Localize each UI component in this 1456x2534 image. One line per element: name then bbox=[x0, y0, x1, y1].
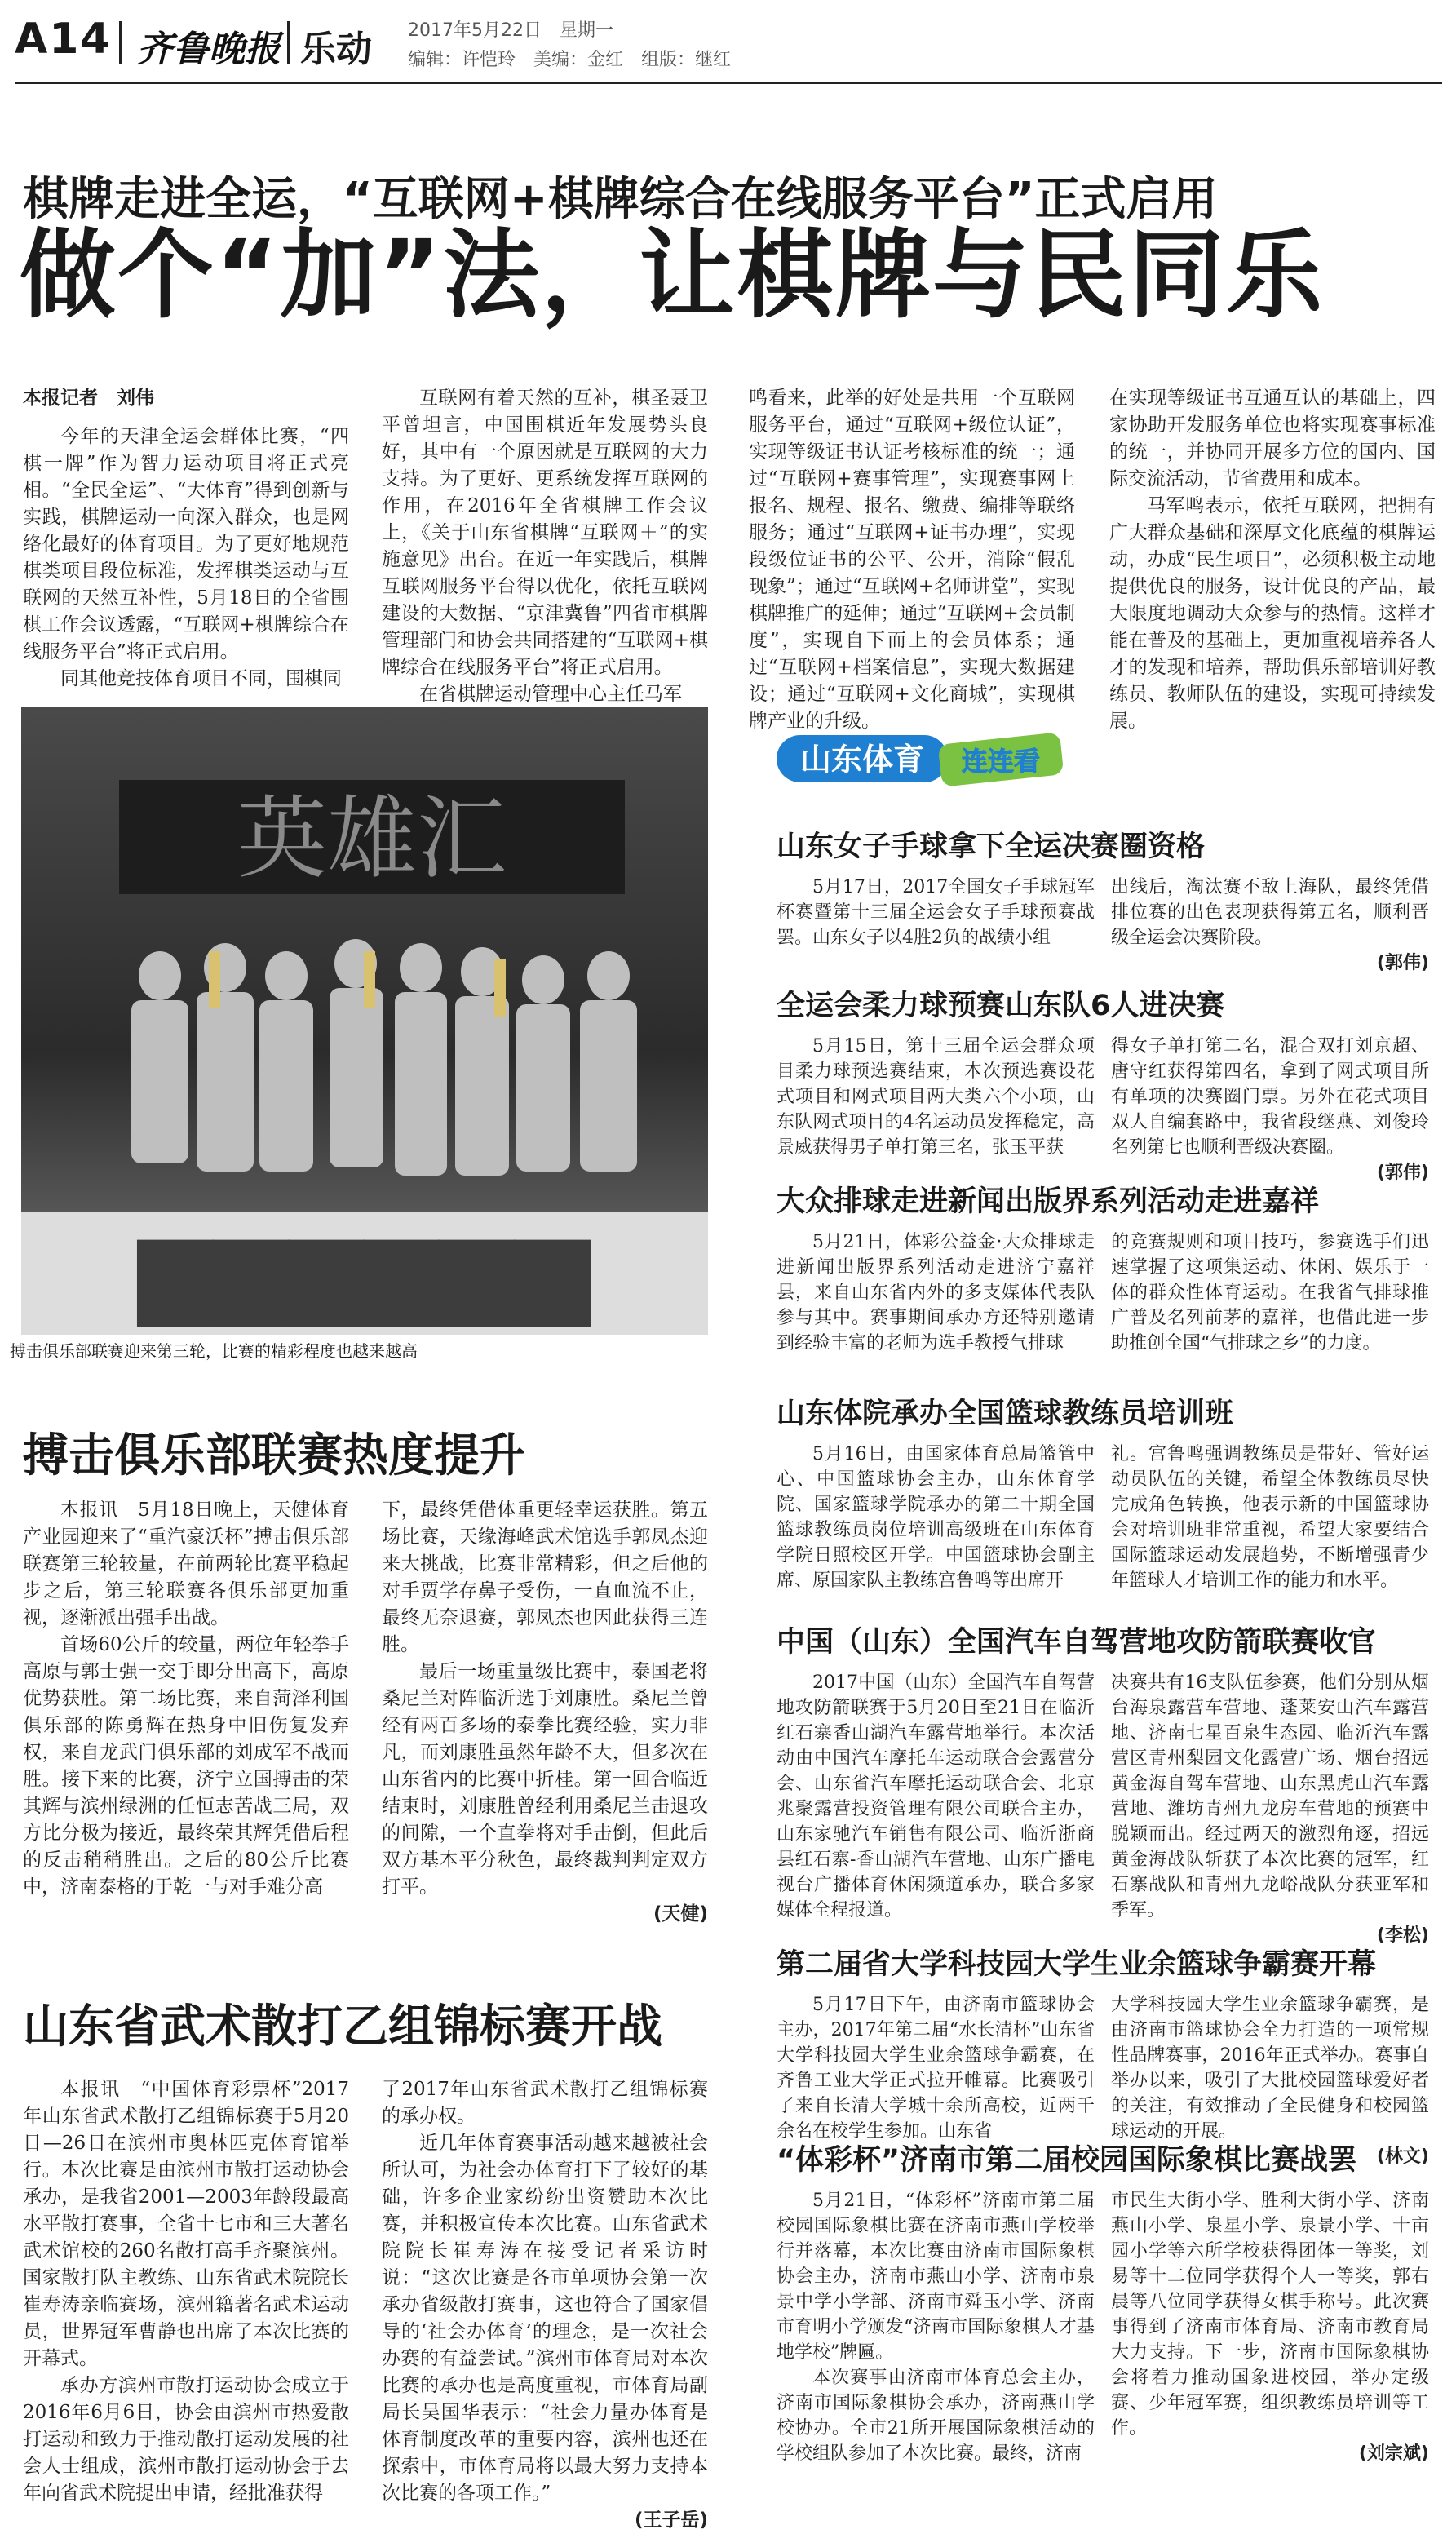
paragraph: 首场60公斤的较量，两位年轻拳手高原与郭士强一交手即分出高下，高原优势获胜。第二场比赛，来自菏泽利国俱乐部的陈勇辉在热身中旧伤复发弃权，来自龙武门俱乐部的刘成军不战而胜。接下来的比赛，济宁立国搏击的荣其辉与滨州绿洲的任恒志苦战三局，双方比分极为接近，最终荣其辉凭借后程的反击稍稍胜出。之后的80公斤比赛中，济南泰格的于乾一与对手难分高 bbox=[23, 1634, 349, 1898]
section-name: 乐动 bbox=[300, 29, 372, 70]
sidebar-item-column-right bbox=[1111, 1034, 1429, 1183]
wushu-column-2 bbox=[382, 2076, 708, 2534]
backdrop-sign: 英雄汇 bbox=[237, 786, 507, 891]
paragraph: 得女子单打第二名，混合双打刘京超、唐守红获得第四名，拿到了网式项目所有单项的决赛圈门票。另外在花式项目双人自编套路中，我省段继燕、刘俊玲名列第七也顺利晋级决赛圈。 bbox=[1111, 1036, 1429, 1158]
sidebar-item-column-right bbox=[1111, 1229, 1429, 1368]
lead-headline: 做个“加”法，让棋牌与民同乐 bbox=[20, 219, 1325, 331]
sidebar-item-title: 山东体院承办全国篮球教练员培训班 bbox=[777, 1398, 1234, 1430]
editors-line: 编辑：许恺玲 美编：金红 组版：继红 bbox=[408, 50, 732, 70]
wushu-column-1 bbox=[23, 2076, 349, 2507]
boxing-signature: (天健) bbox=[653, 1903, 708, 1925]
sidebar-item-column-left bbox=[777, 1442, 1095, 1621]
photo-caption: 搏击俱乐部联赛迎来第三轮，比赛的精彩程度也越来越高 bbox=[10, 1341, 418, 1361]
badge-tag-text: 连连看 bbox=[961, 746, 1041, 777]
sidebar-item-column-right bbox=[1111, 1992, 1429, 2167]
sidebar-item-signature: (林文) bbox=[1376, 2146, 1429, 2167]
paragraph: 本报讯 5月18日晚上，天健体育产业园迎来了“重汽豪沃杯”搏击俱乐部联赛第三轮较量，在前两轮比赛平稳起步之后，第三轮联赛各俱乐部更加重视，逐渐派出强手出战。 bbox=[23, 1500, 349, 1628]
badge-graphic bbox=[777, 730, 1070, 787]
lead-column-2 bbox=[382, 385, 708, 708]
sidebar-item-signature: (李松) bbox=[1376, 1925, 1429, 1946]
paragraph: 的竞赛规则和项目技巧，参赛选手们迅速掌握了这项集运动、休闲、娱乐于一体的群众性体育运动。在我省气排球推广普及名列前茅的嘉祥，也借此进一步助推创全国“气排球之乡”的力度。 bbox=[1111, 1232, 1429, 1353]
lead-column-4 bbox=[1109, 385, 1436, 735]
paragraph: 在省棋牌运动管理中心主任马军 bbox=[419, 684, 682, 705]
sidebar-item-column-right bbox=[1111, 875, 1429, 971]
newspaper-logo: 齐鲁晚报 bbox=[137, 29, 281, 70]
paragraph: 5月17日下午，由济南市篮球协会主办，2017年第二届“水长清杯”山东省大学科技园大学生业余篮球争霸赛，在齐鲁工业大学正式拉开帷幕。比赛吸引了来自长清大学城十余所高校，近两千余名在校学生参加。山东省 bbox=[777, 1995, 1095, 2142]
paragraph: 互联网有着天然的互补，棋圣聂卫平曾坦言，中国围棋近年发展势头良好，其中有一个原因就是互联网的大力支持。为了更好、更系统发挥互联网的作用，在2016年全省棋牌工作会议上，《关于山东省棋牌“互联网＋”的实施意见》出台。在近一年实践后，棋牌互联网服务平台得以优化，依托互联网建设的大数据、“京津冀鲁”四省市棋牌管理部门和协会共同搭建的“互联网+棋牌综合在线服务平台”将正式启用。 bbox=[382, 388, 708, 678]
paragraph: 鸣看来，此举的好处是共用一个互联网服务平台，通过“互联网+级位认证”，实现等级证书认证考核标准的统一；通过“互联网+赛事管理”，实现赛事网上报名、规程、报名、缴费、编排等联络服务；通过“互联网+证书办理”，实现段级位证书的公平、公开，消除“假乱现象”；通过“互联网+名师讲堂”，实现棋牌推广的延伸；通过“互联网+会员制度”，实现自下而上的会员体系；通过“互联网+档案信息”，实现大数据建设；通过“互联网+文化商城”，实现棋牌产业的升级。 bbox=[749, 388, 1075, 732]
lead-column-3 bbox=[749, 385, 1075, 735]
sidebar-item-title: 第二届省大学科技园大学生业余篮球争霸赛开幕 bbox=[777, 1948, 1377, 1981]
paragraph: 在实现等级证书互通互认的基础上，四家协助开发服务单位也将实现赛事标准的统一，并协同开展多方位的国内、国际交流活动，节省费用和成本。 bbox=[1109, 388, 1436, 490]
sidebar-item-column-right bbox=[1111, 2188, 1429, 2464]
paragraph: 5月21日，“体彩杯”济南市第二届校园国际象棋比赛在济南市燕山学校举行并落幕，本次比赛由济南市国际象棋协会主办，济南市燕山小学、济南市泉景中学小学部、济南市舜玉小学、济南市育明小学颁发“济南市国际象棋人才基地学校”牌匾。 bbox=[777, 2191, 1095, 2363]
paragraph: 大学科技园大学生业余篮球争霸赛，是由济南市篮球协会全力打造的一项常规性品牌赛事，2016年正式举办。赛事自举办以来，吸引了大批校园篮球爱好者的关注，有效推动了全民健身和校园篮球运动的开展。 bbox=[1111, 1995, 1429, 2142]
lead-kicker: 棋牌走进全运，“互联网+棋牌综合在线服务平台”正式启用 bbox=[23, 173, 1218, 226]
page-number: A14 bbox=[15, 15, 112, 64]
sidebar-item-title: 山东女子手球拿下全运决赛圈资格 bbox=[777, 831, 1206, 863]
issue-date: 2017年5月22日 星期一 bbox=[408, 20, 613, 41]
paragraph: 马军鸣表示，依托互联网，把拥有广大群众基础和深厚文化底蕴的棋牌运动，办成“民生项目”，必须积极主动地提供优良的服务，设计优良的产品，最大限度地调动大众参与的热情。这样才能在普及的基础上，更加重视培养各人才的发现和培养，帮助俱乐部培训好教练员、教师队伍的建设，实现可持续发展。 bbox=[1109, 495, 1436, 732]
lead-column-1 bbox=[23, 385, 349, 693]
sidebar-item-signature: (郭伟) bbox=[1376, 1163, 1429, 1183]
boxing-photo-graphic bbox=[21, 707, 708, 1335]
sidebar-item-title: 全运会柔力球预赛山东队6人进决赛 bbox=[777, 990, 1225, 1022]
masthead-divider bbox=[119, 21, 122, 64]
sidebar-item-column-left bbox=[777, 2188, 1095, 2464]
wushu-headline: 山东省武术散打乙组锦标赛开战 bbox=[23, 2000, 662, 2053]
svg-text:▆▆▆▆▆▆: ▆▆▆▆▆▆ bbox=[138, 1212, 590, 1326]
paragraph: 本次赛事由济南市体育总会主办，济南市国际象棋协会承办，济南燕山学校协办。全市21所开展国际象棋活动的学校组队参加了本次比赛。最终，济南 bbox=[777, 2368, 1095, 2464]
wushu-signature: (王子岳) bbox=[634, 2510, 708, 2531]
paragraph: 承办方滨州市散打运动协会成立于2016年6月6日，协会由滨州市热爱散打运动和致力于推动散打运动发展的社会人士组成，滨州市散打运动协会于去年向省武术院提出申请，经批准获得 bbox=[23, 2375, 349, 2504]
masthead-rule bbox=[15, 82, 1442, 84]
sidebar-item-title: 大众排球走进新闻出版界系列活动走进嘉祥 bbox=[777, 1185, 1320, 1218]
masthead bbox=[15, 15, 1442, 77]
paragraph: 本报讯 “中国体育彩票杯”2017年山东省武术散打乙组锦标赛于5月20日—26日在滨州市奥林匹克体育馆举行。本次比赛是由滨州市散打运动协会承办，是我省2001—2003年龄段最高水平散打赛事，全省十七市和三大著名武术馆校的260名散打高手齐聚滨州。国家散打队主教练、山东省武术院院长崔寿涛亲临赛场，滨州籍著名武术运动员，世界冠军曹静也出席了本次比赛的开幕式。 bbox=[23, 2079, 349, 2369]
sidebar-item-signature: (郭伟) bbox=[1376, 953, 1429, 973]
paragraph: 同其他竞技体育项目不同，围棋同 bbox=[60, 668, 342, 689]
paragraph: 礼。宫鲁鸣强调教练员是带好、管好运动员队伍的关键，希望全体教练员尽快完成角色转换，他表示新的中国篮球协会对培训班非常重视，希望大家要结合国际篮球运动发展趋势，不断增强青少年篮球人才培训工作的能力和水平。 bbox=[1111, 1444, 1429, 1591]
sidebar-item-title: 中国（山东）全国汽车自驾营地攻防箭联赛收官 bbox=[777, 1626, 1377, 1659]
boxing-headline: 搏击俱乐部联赛热度提升 bbox=[23, 1429, 525, 1482]
masthead-divider bbox=[287, 21, 290, 64]
lead-byline: 本报记者 刘伟 bbox=[23, 388, 154, 409]
paragraph: 了2017年山东省武术散打乙组锦标赛的承办权。 bbox=[382, 2079, 708, 2127]
boxing-photo bbox=[21, 707, 708, 1335]
sidebar-item-signature: (刘宗斌) bbox=[1358, 2443, 1429, 2464]
paragraph: 市民生大街小学、胜利大街小学、济南燕山小学、泉星小学、泉景小学、十亩园小学等六所学校获得团体一等奖，刘易等十二位同学获得个人一等奖，郭右晨等八位同学获得女棋手称号。此次赛事得到了济南市体育局、济南市教育局大力支持。下一步，济南市国际象棋协会将着力推动国象进校园，举办定级赛、少年冠军赛，组织教练员培训等工作。 bbox=[1111, 2191, 1429, 2439]
sidebar-item-column-left bbox=[777, 1034, 1095, 1172]
paragraph: 5月21日，体彩公益金·大众排球走进新闻出版界系列活动走进济宁嘉祥县，来自山东省内外的多支媒体代表队参与其中。赛事期间承办方还特别邀请到经验丰富的老师为选手教授气排球 bbox=[777, 1232, 1095, 1353]
paragraph: 5月17日，2017全国女子手球冠军杯赛暨第十三届全运会女子手球预赛战罢。山东女子以4胜2负的战绩小组 bbox=[777, 877, 1095, 948]
paragraph: 今年的天津全运会群体比赛，“四棋一牌”作为智力运动项目将正式亮相。“全民全运”、“大体育”得到创新与实践，棋牌运动一向深入群众，也是网络化最好的体育项目。为了更好地规范棋类项目段位标准，发挥棋类运动与互联网的天然互补性，5月18日的全省围棋工作会议透露，“互联网+棋牌综合在线服务平台”将正式启用。 bbox=[23, 426, 349, 662]
sidebar-item-column-left bbox=[777, 875, 1095, 971]
paragraph: 2017中国（山东）全国汽车自驾营地攻防箭联赛于5月20日至21日在临沂红石寨香山湖汽车露营地举行。本次活动由中国汽车摩托车运动联合会露营分会、山东省汽车摩托运动联合会、北京兆聚露营投资管理有限公司联合主办，山东家驰汽车销售有限公司、临沂浙商县红石寨-香山湖汽车营地、山东广播电视台广播体育休闲频道承办，联合多家媒体全程报道。 bbox=[777, 1672, 1095, 1920]
sidebar-item-column-left bbox=[777, 1670, 1095, 1931]
sidebar-item-column-right bbox=[1111, 1670, 1429, 1946]
badge-main-text: 山东体育 bbox=[799, 742, 925, 777]
sidebar-item-title: “体彩杯”济南市第二届校园国际象棋比赛战罢 bbox=[777, 2144, 1357, 2177]
paragraph: 出线后，淘汰赛不敌上海队，最终凭借排位赛的出色表现获得第五名，顺利晋级全运会决赛阶段。 bbox=[1111, 877, 1429, 948]
paragraph: 决赛共有16支队伍参赛，他们分别从烟台海泉露营车营地、蓬莱安山汽车露营地、济南七星百泉生态园、临沂汽车露营区青州梨园文化露营广场、烟台招远黄金海自驾车营地、山东黑虎山汽车露营地、潍坊青州九龙房车营地的预赛中脱颖而出。经过两天的激烈角逐，招远黄金海战队斩获了本次比赛的冠军，红石寨战队和青州九龙峪战队分获亚军和季军。 bbox=[1111, 1672, 1429, 1920]
paragraph: 5月15日，第十三届全运会群众项目柔力球预选赛结束，本次预选赛设花式项目和网式项目两大类六个小项，山东队网式项目的4名运动员发挥稳定，高景威获得男子单打第三名，张玉平获 bbox=[777, 1036, 1095, 1158]
sidebar-item-column-right bbox=[1111, 1442, 1429, 1621]
boxing-column-2 bbox=[382, 1497, 708, 1928]
sidebar-item-column-left bbox=[777, 1229, 1095, 1368]
paragraph: 5月16日，由国家体育总局篮管中心、中国篮球协会主办，山东体育学院、国家篮球学院承办的第二十期全国篮球教练员岗位培训高级班在山东体育学院日照校区开学。中国篮球协会副主席、原国家队主教练宫鲁鸣等出席开 bbox=[777, 1444, 1095, 1591]
sidebar-item-column-left bbox=[777, 1992, 1095, 2142]
boxing-column-1 bbox=[23, 1497, 349, 1901]
paragraph: 下，最终凭借体重更轻幸运获胜。第五场比赛，天缘海峰武术馆选手郭凤杰迎来大挑战，比赛非常精彩，但之后他的对手贾学存鼻子受伤，一直血流不止，最终无奈退赛，郭凤杰也因此获得三连胜。 bbox=[382, 1500, 708, 1655]
paragraph: 最后一场重量级比赛中，泰国老将桑尼兰对阵临沂选手刘康胜。桑尼兰曾经有两百多场的泰拳比赛经验，实力非凡，而刘康胜虽然年龄不大，但多次在山东省内的比赛中折桂。第一回合临近结束时，刘康胜曾经利用桑尼兰击退攻的间隙，一个直拳将对手击倒，但此后双方基本平分秋色，最终裁判判定双方打平。 bbox=[382, 1661, 708, 1898]
shandong-sports-badge bbox=[777, 730, 1070, 787]
paragraph: 近几年体育赛事活动越来越被社会所认可，为社会办体育打下了较好的基础，许多企业家纷纷出资赞助本次比赛，并积极宣传本次比赛。山东省武术院院长崔寿涛在接受记者采访时说：“这次比赛是各市单项协会第一次承办省级散打赛事，这也符合了国家倡导的‘社会办体育’的理念，是一次社会办赛的有益尝试。”滨州市体育局对本次比赛的承办也是高度重视，市体育局副局长吴国华表示：“社会力量办体育是体育制度改革的重要内容，滨州也还在探索中，市体育局将以最大努力支持本次比赛的各项工作。” bbox=[382, 2133, 708, 2504]
